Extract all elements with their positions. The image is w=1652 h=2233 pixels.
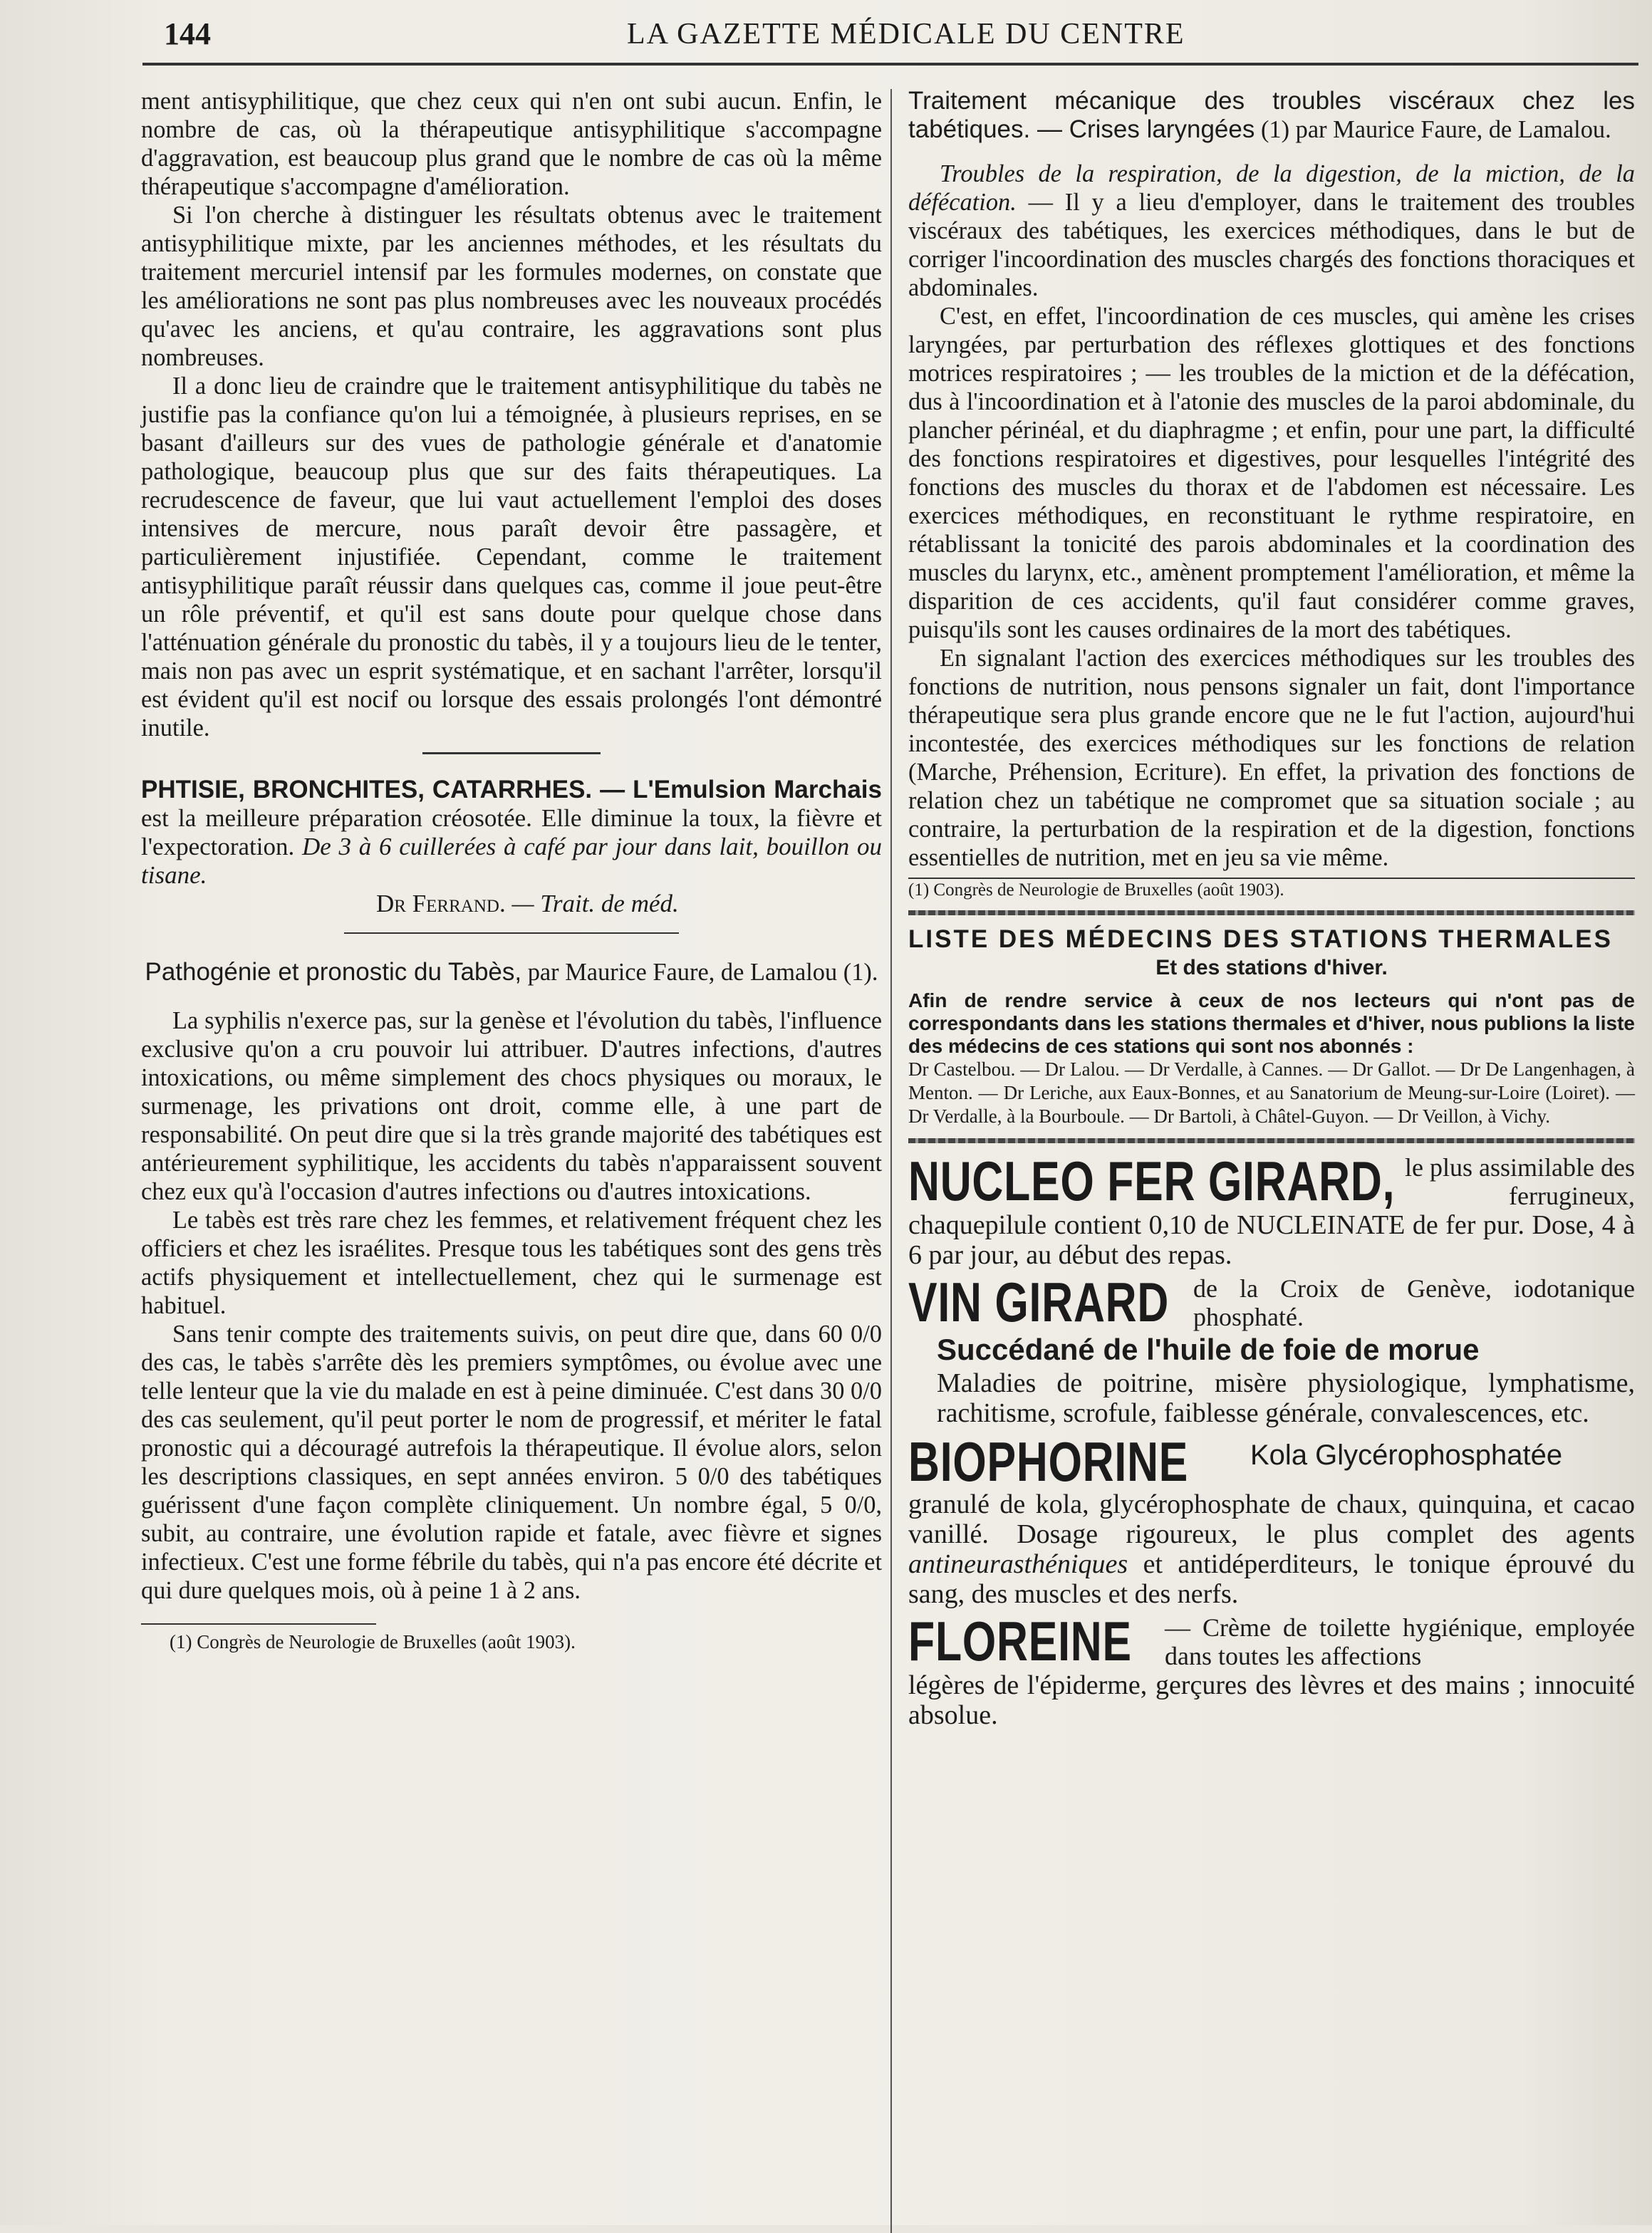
- ad-source: — Trait. de méd.: [505, 890, 679, 917]
- list-title: LISTE DES MÉDECINS DES STATIONS THERMALES: [908, 925, 1613, 953]
- vin-text: Maladies de poitrine, misère physiologique, lymphatisme, rachitisme, scrofule, faiblesse générale, convalescences, etc.: [937, 1368, 1635, 1428]
- article-heading: [141, 958, 882, 987]
- list-body: Dr Castelbou. — Dr Lalou. — Dr Verdalle, à Cannes. — Dr Gallot. — Dr De Langenhagen, à Menton. — Dr Leriche, aux Eaux-Bonnes, et au Sanatorium de Meung-sur-Loire (Loiret). —Dr Verdalle, à la Bourboule. — Dr Bartoli, à Châtel-Guyon. — Dr Veillon, à Vichy.: [908, 1058, 1635, 1127]
- paragraph-text: — Il y a lieu d'employer, dans le traitement des troubles viscéraux des tabétiques, les exercices méthodiques, dans le but de corriger l'incoordination des muscles chargés des fonctions thoraciques et abdominales.: [908, 189, 1635, 301]
- biophorine-brand: BIOPHORINE: [908, 1430, 1189, 1493]
- ad-lead: PHTISIE, BRONCHITES, CATARRHES. — L'Emulsion Marchais: [141, 776, 882, 803]
- biophorine-italic: antineurasthéniques: [908, 1549, 1128, 1579]
- nucleo-advertisement: [908, 1150, 1635, 1212]
- biophorine-tagline: Kola Glycérophosphatée: [1250, 1440, 1563, 1471]
- left-column: [141, 87, 882, 1653]
- separator-rule: [344, 932, 679, 934]
- paragraph: [908, 160, 1635, 302]
- ad-text: est la meilleure préparation créosotée. Elle diminue la toux, la fièvre et l'expectoration.: [141, 804, 882, 860]
- vin-brand: VIN GIRARD: [908, 1271, 1170, 1333]
- page-number: 144: [164, 16, 211, 51]
- ad-dose: De 3 à 6 cuillerées à café par jour dans lait, bouillon ou tisane.: [141, 833, 883, 889]
- header-rule: [142, 63, 1638, 66]
- paragraph: Sans tenir compte des traitements suivis, on peut dire que, dans 60 0/0 des cas, le tabès s'arrête dès les premiers symptômes, ou évolue avec une telle lenteur que la vie du malade en est à peine diminuée. C'est dans 30 0/0 des cas seulement, qu'il peut porter le nom de progressif, et mériter le fatal pronostic qui a découragé autrefois la thérapeutique. Il évolue alors, selon les descriptions classiques, en sept années environ. 5 0/0 des tabétiques guérissent d'une façon complète cliniquement. Un nombre égal, 5 0/0, subit, au contraire, une évolution rapide et fatale, avec fièvre et signes infectieux. C'est une forme fébrile du tabès, qui n'a pas encore été décrite et qui dure quelques mois, où à peine 1 à 2 ans.: [141, 1321, 882, 1604]
- paragraph: Si l'on cherche à distinguer les résultats obtenus avec le traitement antisyphilitique mixte, par les anciennes méthodes, et les résultats du traitement mercuriel intensif par les formules modernes, on constate que les améliorations ne sont pas plus nombreuses avec les nouveaux procédés qu'avec les anciens, et qu'au contraire, les aggravations sont plus nombreuses.: [141, 202, 882, 371]
- biophorine-advertisement: [908, 1430, 1635, 1493]
- decorative-rule: [908, 910, 1635, 915]
- emulsion-advertisement: [141, 776, 882, 918]
- paragraph: La syphilis n'exerce pas, sur la genèse et l'évolution du tabès, l'influence exclusive qu'on a cru pouvoir lui attribuer. D'autres infections, d'autres intoxications, ou même simplement des chocs physiques ou moraux, le surmenage, les privations ont droit, comme elle, à une part de responsabilité. On peut dire que si la très grande majorité des tabétiques est antérieurement syphilitique, les accidents du tabès n'apparaissent souvent chez eux qu'à l'occasion d'autres infections ou d'autres intoxications.: [141, 1007, 882, 1205]
- vin-subheading: Succédané de l'huile de foie de morue: [937, 1333, 1480, 1366]
- floreine-advertisement: [908, 1610, 1635, 1672]
- decorative-rule: [908, 1138, 1635, 1143]
- separator-rule: [422, 752, 601, 754]
- floreine-brand: FLOREINE: [908, 1610, 1132, 1672]
- running-title: LA GAZETTE MÉDICALE DU CENTRE: [627, 18, 1185, 51]
- paragraph: Il a donc lieu de craindre que le traitement antisyphilitique du tabès ne justifie pas la confiance qu'on lui a témoignée, à plusieurs reprises, en se basant d'ailleurs sur des vues de pathologie générale et d'anatomie pathologique, beaucoup plus que sur des faits thérapeutiques. La recrudescence de faveur, que lui vaut actuellement l'emploi des doses intensives de mercure, nous paraît devoir être passagère, et particulièrement injustifiée. Cependant, comme le traitement antisyphilitique paraît réussir dans quelques cas, comme il joue peut-être un rôle préventif, et qu'il est sans doute pour quelque chose dans l'atténuation générale du pronostic du tabès, il y a toujours lieu de le tenter, mais non pas avec un esprit systématique, et en sachant l'arrêter, lorsqu'il est évident qu'il est nocif ou lorsque des essais prolongés l'ont démontré inutile.: [141, 373, 882, 741]
- intro-italic: Troubles de la respiration, de la digestion, de la miction, de la défécation.: [908, 160, 1635, 216]
- right-column: [908, 87, 1635, 1730]
- paragraph: C'est, en effet, l'incoordination de ces muscles, qui amène les crises laryngées, par perturbation des réflexes glottiques et des fonctions motrices respiratoires ; — les troubles de la miction et de la défécation, dus à l'incoordination et à l'atonie des muscles de la paroi abdominale, du plancher périnéal, et du diaphragme ; et enfin, pour une part, la difficulté des fonctions respiratoires et digestives, pour lesquelles l'intégrité des fonctions des muscles du thorax et de l'abdomen est nécessaire. Les exercices méthodiques, en reconstituant le rythme respiratoire, en rétablissant la tonicité des parois abdominales et la coordination des muscles du larynx, etc., amènent promptement l'amélioration, et même la disparition de ces accidents, qu'il faut considérer comme graves, puisqu'ils sont les causes ordinaires de la mort des tabétiques.: [908, 303, 1635, 643]
- biophorine-text-b: et antidéperditeurs, le tonique éprouvé du sang, des muscles et des nerfs.: [908, 1549, 1635, 1609]
- paragraph: ment antisyphilitique, que chez ceux qui n'en ont subi aucun. Enfin, le nombre de cas, où la thérapeutique antisyphilitique s'accompagne d'aggravation, est beaucoup plus grand que le nombre de cas où la même thérapeutique s'accompagne d'amélioration.: [141, 88, 882, 200]
- vin-tagline: de la Croix de Genève, iodotanique phosphaté.: [1193, 1274, 1635, 1331]
- vin-advertisement: [908, 1271, 1635, 1333]
- article-byline: (1) par Maurice Faure, de Lamalou.: [1254, 116, 1611, 143]
- article-heading: [908, 87, 1635, 144]
- page-header: [164, 16, 1631, 51]
- biophorine-text: [908, 1489, 1635, 1609]
- article-title: Pathogénie et pronostic du Tabès,: [145, 958, 522, 986]
- list-subtitle: Et des stations d'hiver.: [1155, 956, 1388, 979]
- nucleo-text: chaquepilule contient 0,10 de NUCLEINATE de fer pur. Dose, 4 à 6 par jour, au début des repas.: [908, 1210, 1635, 1270]
- paragraph: Le tabès est très rare chez les femmes, et relativement fréquent chez les officiers et chez les israélites. Presque tous les tabétiques sont des gens très actifs physiquement et intellectuellement, chez qui le surmenage est habituel.: [141, 1207, 882, 1319]
- article-title: Traitement mécanique des troubles viscéraux chez les tabétiques. — Crises laryngées: [908, 87, 1635, 143]
- nucleo-brand: NUCLEO FER GIRARD,: [908, 1150, 1396, 1212]
- column-divider: [890, 89, 892, 2233]
- paragraph: En signalant l'action des exercices méthodiques sur les troubles des fonctions de nutrition, nous pensons signaler un fait, dont l'importance thérapeutique sera plus grande encore que ne le fut l'action, aujourd'hui incontestée, des exercices méthodiques sur les fonctions de relation (Marche, Préhension, Ecriture). En effet, la privation des fonctions de relation chez un tabétique ne compromet que sa situation sociale ; au contraire, la perturbation de la respiration et de la digestion, fonctions essentielles de nutrition, met en jeu sa vie même.: [908, 645, 1635, 871]
- floreine-text: légères de l'épiderme, gerçures des lèvres et des mains ; innocuité absolue.: [908, 1670, 1635, 1730]
- footnote: (1) Congrès de Neurologie de Bruxelles (août 1903).: [908, 878, 1635, 900]
- footnote-rule: [141, 1623, 376, 1625]
- footnote: (1) Congrès de Neurologie de Bruxelles (août 1903).: [170, 1631, 576, 1652]
- ad-author: Dr Ferrand.: [376, 890, 506, 917]
- list-intro: Afin de rendre service à ceux de nos lecteurs qui n'ont pas de correspondants dans les stations thermales et d'hiver, nous publions la liste des médecins de ces stations qui sont nos abonnés :: [908, 989, 1635, 1057]
- nucleo-tagline: le plus assimilable des ferrugineux,: [1405, 1153, 1635, 1210]
- article-byline: par Maurice Faure, de Lamalou (1).: [521, 959, 878, 986]
- biophorine-text-a: granulé de kola, glycérophosphate de chaux, quinquina, et cacao vanillé. Dosage rigoureux, le plus complet des agents: [908, 1489, 1635, 1549]
- floreine-tagline: — Crème de toilette hygiénique, employée dans toutes les affections: [1165, 1613, 1635, 1670]
